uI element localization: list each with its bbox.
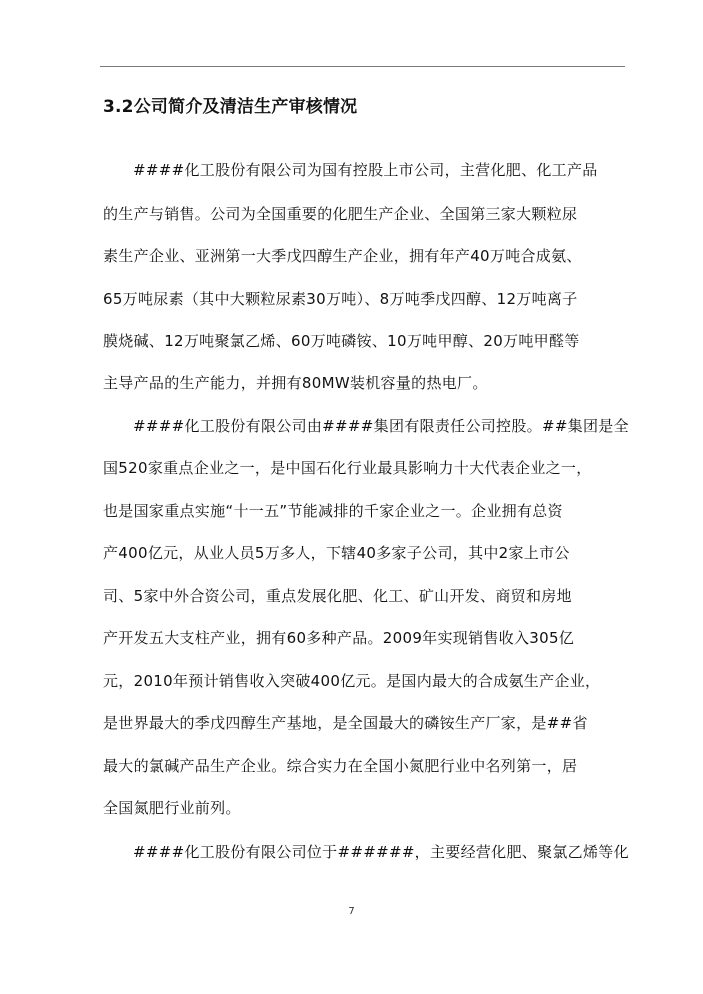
paragraph-1-line-2: 的生产与销售。公司为全国重要的化肥生产企业、全国第三家大颗粒尿	[103, 205, 578, 223]
paragraph-3-line-1: ####化工股份有限公司位于######，主要经营化肥、聚氯乙烯等化	[133, 843, 629, 861]
paragraph-2-line-6: 产开发五大支柱产业，拥有60多种产品。2009年实现销售收入305亿	[103, 629, 575, 647]
paragraph-1-line-6: 主导产品的生产能力，并拥有80MW装机容量的热电厂。	[103, 374, 488, 392]
paragraph-2-line-4: 产400亿元，从业人员5万多人，下辖40多家子公司，其中2家上市公	[103, 544, 570, 562]
page-number: 7	[348, 906, 355, 917]
section-heading: 3.2公司简介及清洁生产审核情况	[103, 97, 358, 117]
paragraph-1-line-5: 膜烧碱、12万吨聚氯乙烯、60万吨磷铵、10万吨甲醇、20万吨甲醛等	[103, 332, 580, 350]
paragraph-2-line-5: 司、5家中外合资公司，重点发展化肥、化工、矿山开发、商贸和房地	[103, 587, 572, 605]
paragraph-1-line-1: ####化工股份有限公司为国有控股上市公司，主营化肥、化工产品	[133, 161, 598, 179]
paragraph-2-line-8: 是世界最大的季戊四醇生产基地，是全国最大的磷铵生产厂家，是##省	[103, 714, 588, 732]
paragraph-1-line-4: 65万吨尿素（其中大颗粒尿素30万吨）、8万吨季戊四醇、12万吨离子	[103, 290, 578, 308]
paragraph-2-line-7: 元，2010年预计销售收入突破400亿元。是国内最大的合成氨生产企业，	[103, 672, 601, 690]
paragraph-2-line-2: 国520家重点企业之一，是中国石化行业最具影响力十大代表企业之一，	[103, 459, 592, 477]
paragraph-2-line-9: 最大的氯碱产品生产企业。综合实力在全国小氮肥行业中名列第一，居	[103, 757, 578, 775]
header-rule	[100, 66, 625, 67]
paragraph-2-line-1: ####化工股份有限公司由####集团有限责任公司控股。##集团是全	[133, 417, 629, 435]
paragraph-2-line-3: 也是国家重点实施“十一五”节能减排的千家企业之一。企业拥有总资	[103, 502, 563, 520]
paragraph-2-line-10: 全国氮肥行业前列。	[103, 799, 241, 817]
paragraph-1-line-3: 素生产企业、亚洲第一大季戊四醇生产企业，拥有年产40万吨合成氨、	[103, 247, 582, 265]
